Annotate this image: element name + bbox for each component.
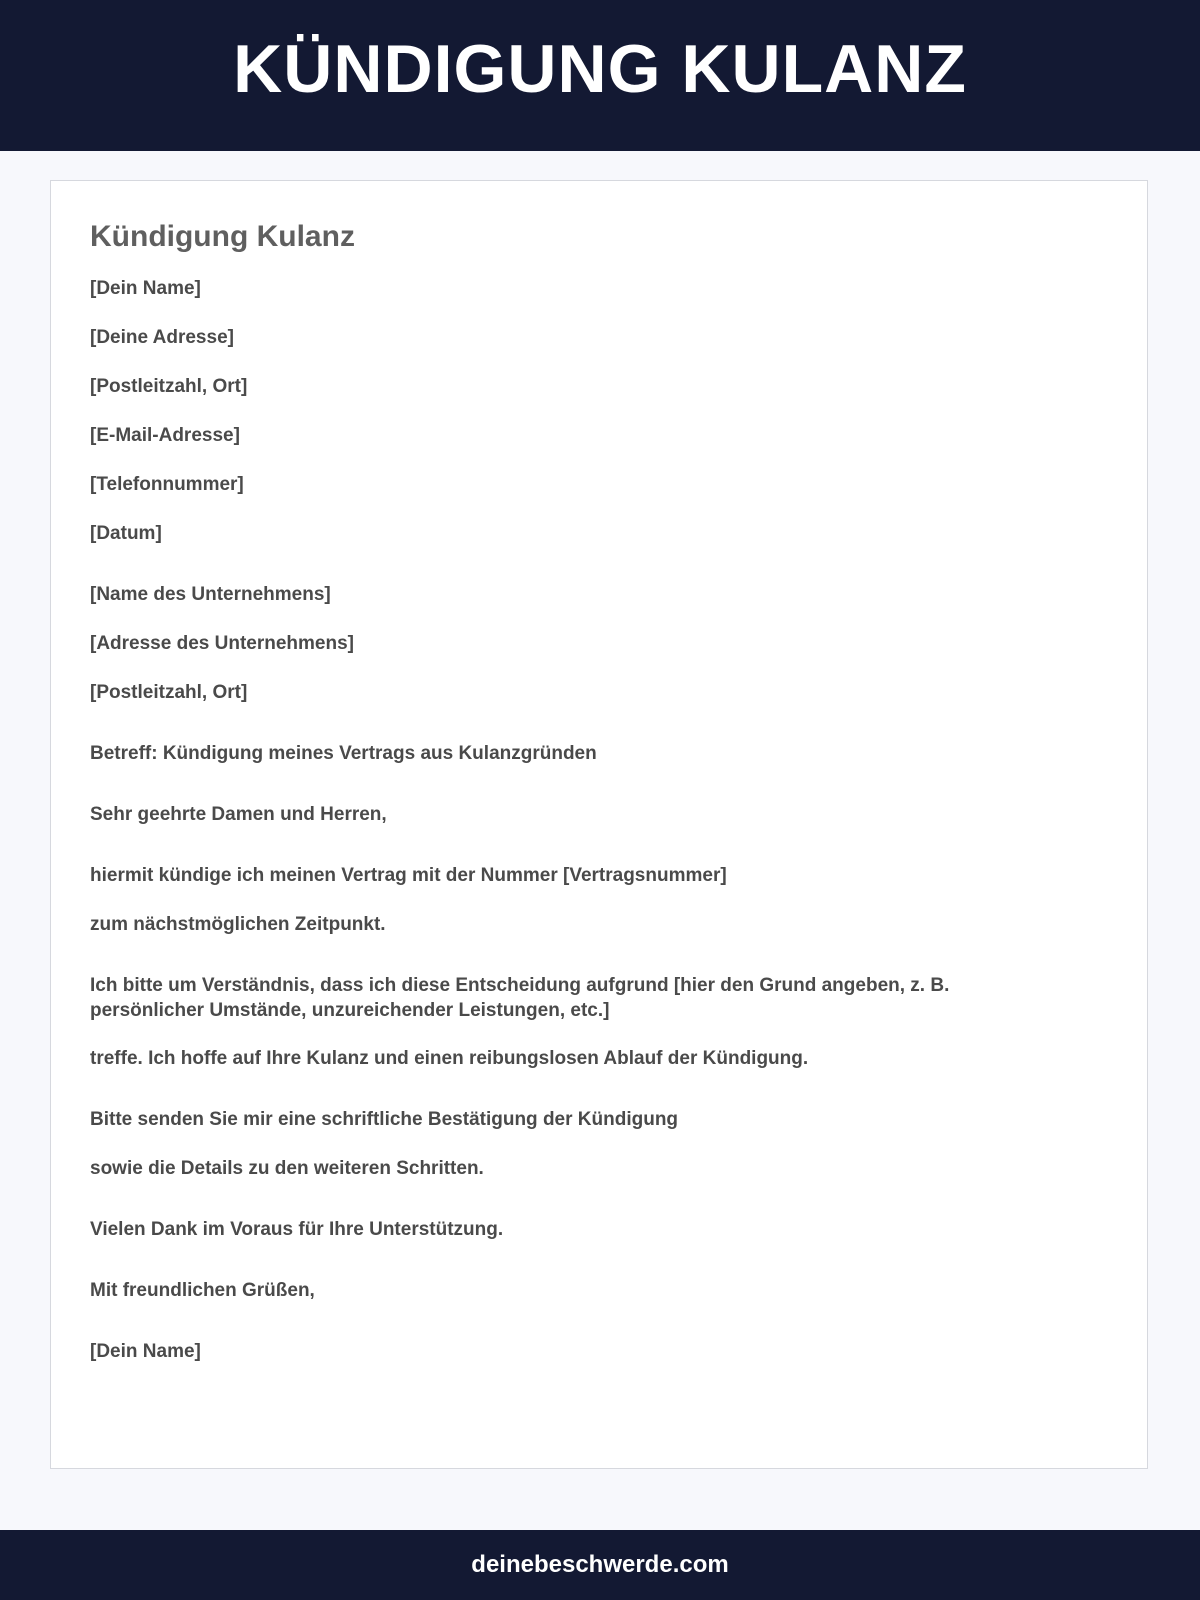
sender-address: [Deine Adresse] <box>90 327 234 348</box>
recipient-company: [Name des Unternehmens] <box>90 584 331 605</box>
sender-postal-city: [Postleitzahl, Ort] <box>90 376 248 397</box>
page-footer <box>0 1530 1200 1600</box>
page-header <box>0 0 1200 151</box>
body-paragraph-1-line-1: hiermit kündige ich meinen Vertrag mit der Nummer [Vertragsnummer] <box>90 865 727 886</box>
letter-card <box>50 180 1148 1469</box>
body-paragraph-4: Vielen Dank im Voraus für Ihre Unterstützung. <box>90 1219 504 1240</box>
footer-site-link[interactable]: deinebeschwerde.com <box>471 1551 729 1578</box>
body-paragraph-2-line-2: treffe. Ich hoffe auf Ihre Kulanz und einen reibungslosen Ablauf der Kündigung. <box>90 1048 809 1069</box>
sender-name: [Dein Name] <box>90 278 201 299</box>
recipient-postal-city: [Postleitzahl, Ort] <box>90 682 248 703</box>
signature: [Dein Name] <box>90 1341 201 1362</box>
body-paragraph-1-line-2: zum nächstmöglichen Zeitpunkt. <box>90 914 386 935</box>
salutation: Sehr geehrte Damen und Herren, <box>90 804 387 825</box>
sender-phone: [Telefonnummer] <box>90 474 244 495</box>
sender-email: [E-Mail-Adresse] <box>90 425 240 446</box>
recipient-address: [Adresse des Unternehmens] <box>90 633 354 654</box>
closing: Mit freundlichen Grüßen, <box>90 1280 315 1301</box>
letter-date: [Datum] <box>90 523 162 544</box>
document-title: Kündigung Kulanz <box>90 220 355 253</box>
header-title: KÜNDIGUNG KULANZ <box>233 30 967 107</box>
body-paragraph-3-line-2: sowie die Details zu den weiteren Schritten. <box>90 1158 484 1179</box>
subject-line: Betreff: Kündigung meines Vertrags aus Kulanzgründen <box>90 743 597 764</box>
body-paragraph-2-line-1: Ich bitte um Verständnis, dass ich diese Entscheidung aufgrund [hier den Grund angeben, z. B. persönlicher Umstände, unzureichender Leistungen, etc.] <box>90 975 950 1021</box>
body-paragraph-3-line-1: Bitte senden Sie mir eine schriftliche Bestätigung der Kündigung <box>90 1109 679 1130</box>
